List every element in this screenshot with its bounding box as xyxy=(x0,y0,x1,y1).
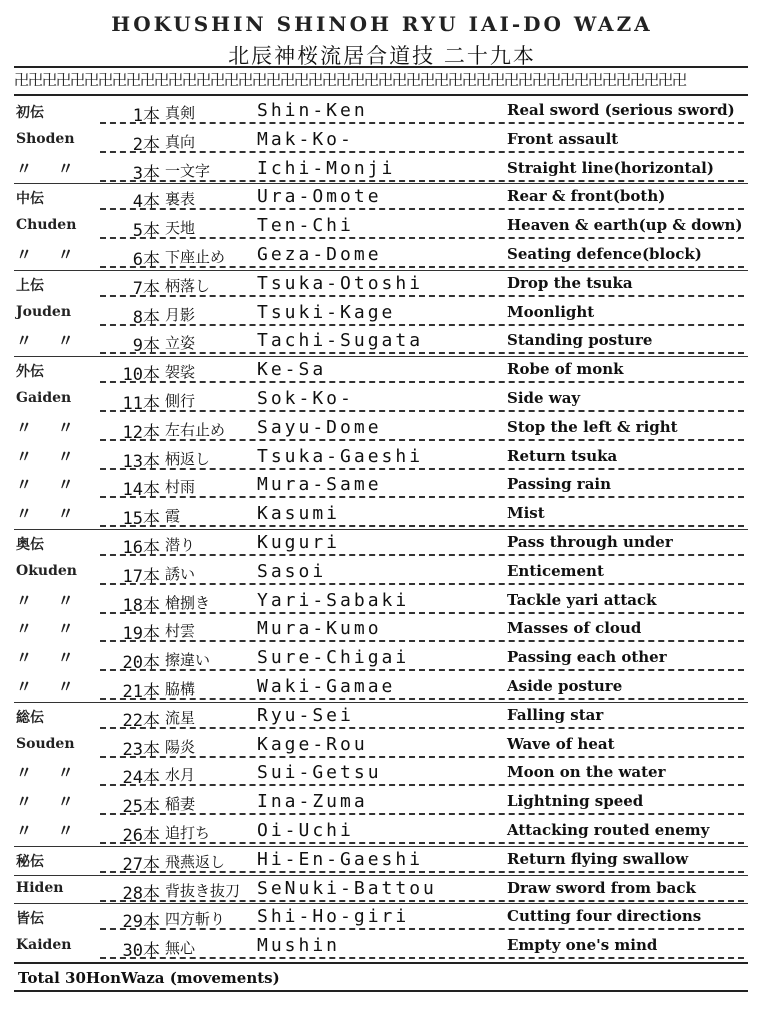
romaji-name-cell: Tsuka-Otoshi xyxy=(257,272,424,294)
english-name-cell: Stop the left & right xyxy=(507,417,678,436)
japanese-name-cell: 月影 xyxy=(165,305,196,324)
english-name-cell: Heaven & earth(up & down) xyxy=(507,216,743,235)
table-bottom-line xyxy=(14,962,748,964)
english-name-cell: Lightning speed xyxy=(507,792,644,811)
japanese-name-cell: 真向 xyxy=(165,132,196,151)
dashed-row-line xyxy=(100,928,744,930)
dashed-row-line xyxy=(100,900,744,902)
number-cell: 22本 xyxy=(122,710,160,731)
pattern-underline xyxy=(14,94,748,96)
dashed-row-line xyxy=(100,468,744,470)
japanese-name-cell: 槍捌き xyxy=(165,593,211,612)
table-row xyxy=(0,386,764,415)
dashed-row-line xyxy=(100,612,744,614)
english-name-cell: Return flying swallow xyxy=(507,849,689,868)
level-cell: 〃 〃 xyxy=(16,648,84,668)
dashed-row-line xyxy=(100,525,744,527)
level-cell: Okuden xyxy=(16,562,77,579)
english-name-cell: Attacking routed enemy xyxy=(507,821,710,839)
japanese-name-cell: 潜り xyxy=(165,536,196,554)
table-row xyxy=(0,588,764,617)
level-cell: Gaiden xyxy=(16,390,72,406)
number-cell: 27本 xyxy=(122,854,160,875)
japanese-name-cell: 四方斬り xyxy=(165,910,226,929)
number-cell: 14本 xyxy=(122,480,160,501)
dashed-row-line xyxy=(100,439,744,441)
japanese-name-cell: 袈裟 xyxy=(165,363,196,382)
japanese-name-cell: 下座止め xyxy=(165,248,226,266)
table-row xyxy=(0,98,764,127)
romaji-name-cell: Mura-Same xyxy=(257,474,382,496)
dashed-row-line xyxy=(100,324,744,326)
level-cell: 〃 〃 xyxy=(16,446,84,466)
table-row xyxy=(0,760,764,789)
number-cell: 1本 xyxy=(132,106,160,126)
level-cell: 総伝 xyxy=(16,709,44,726)
table-row xyxy=(0,328,764,357)
japanese-name-cell: 村雨 xyxy=(165,478,196,497)
dashed-row-line xyxy=(100,352,744,354)
romaji-name-cell: Ryu-Sei xyxy=(257,704,354,726)
english-name-cell: Moonlight xyxy=(507,302,595,321)
romaji-name-cell: Tsuka-Gaeshi xyxy=(257,445,424,467)
dashed-row-line xyxy=(100,813,744,815)
table-row xyxy=(0,242,764,271)
table-row xyxy=(0,847,764,876)
romaji-name-cell: Kage-Rou xyxy=(257,733,368,755)
number-cell: 26本 xyxy=(122,826,160,846)
dashed-row-line xyxy=(100,208,744,210)
level-cell: 〃 〃 xyxy=(16,331,84,351)
level-cell: 〃 〃 xyxy=(16,504,84,524)
english-name-cell: Enticement xyxy=(507,561,604,580)
english-name-cell: Falling star xyxy=(507,705,604,724)
japanese-name-cell: 立姿 xyxy=(165,334,196,353)
english-name-cell: Passing rain xyxy=(507,475,612,494)
table-row xyxy=(0,357,764,386)
romaji-name-cell: Tsuki-Kage xyxy=(257,301,396,323)
romaji-name-cell: Ichi-Monji xyxy=(257,157,396,179)
dashed-row-line xyxy=(100,842,744,844)
dashed-row-line xyxy=(100,122,744,124)
japanese-name-cell: 霞 xyxy=(165,507,181,526)
japanese-name-cell: 柄落し xyxy=(165,276,211,295)
japanese-name-cell: 擦違い xyxy=(165,651,211,670)
romaji-name-cell: Ura-Omote xyxy=(257,186,382,208)
total-summary: Total 30HonWaza (movements) xyxy=(18,969,280,987)
level-cell: 〃 〃 xyxy=(16,677,84,696)
table-row xyxy=(0,530,764,559)
level-cell: 中伝 xyxy=(16,191,44,208)
number-cell: 5本 xyxy=(132,221,160,242)
dashed-row-line xyxy=(100,554,744,556)
level-cell: Jouden xyxy=(16,303,72,320)
level-cell: Shoden xyxy=(16,130,75,147)
romaji-name-cell: SeNuki-Battou xyxy=(257,877,437,899)
level-cell: 〃 〃 xyxy=(16,245,84,264)
level-cell: 奥伝 xyxy=(16,537,44,553)
dashed-row-line xyxy=(100,957,744,959)
table-row xyxy=(0,184,764,213)
english-name-cell: Rear & front(both) xyxy=(507,187,666,206)
japanese-name-cell: 脇構 xyxy=(165,680,196,698)
table-row xyxy=(0,904,764,933)
number-cell: 30本 xyxy=(122,941,160,962)
english-name-cell: Cutting four directions xyxy=(507,907,702,926)
japanese-name-cell: 背抜き抜刀 xyxy=(165,881,241,900)
table-row xyxy=(0,616,764,645)
number-cell: 28本 xyxy=(122,883,160,904)
table-row xyxy=(0,300,764,329)
table-row xyxy=(0,703,764,732)
level-cell: 〃 〃 xyxy=(16,475,84,495)
romaji-name-cell: Geza-Dome xyxy=(257,244,382,265)
level-cell: 皆伝 xyxy=(16,911,44,928)
dashed-row-line xyxy=(100,583,744,585)
level-cell: 秘伝 xyxy=(16,853,44,870)
table-row xyxy=(0,415,764,444)
dashed-row-line xyxy=(100,496,744,498)
level-cell: 〃 〃 xyxy=(16,158,84,178)
total-underline xyxy=(14,990,748,992)
japanese-name-cell: 左右止め xyxy=(165,420,226,439)
number-cell: 7本 xyxy=(132,278,160,299)
english-name-cell: Moon on the water xyxy=(507,763,666,782)
level-cell: 外伝 xyxy=(16,364,44,381)
dashed-row-line xyxy=(100,237,744,239)
japanese-name-cell: 天地 xyxy=(165,219,196,238)
level-cell: Souden xyxy=(16,735,75,752)
dashed-row-line xyxy=(100,295,744,297)
table-row xyxy=(0,732,764,761)
japanese-name-cell: 側行 xyxy=(165,392,196,410)
dashed-row-line xyxy=(100,180,744,182)
dashed-row-line xyxy=(100,151,744,153)
dashed-row-line xyxy=(100,871,744,873)
japanese-name-cell: 真剣 xyxy=(165,104,196,122)
number-cell: 9本 xyxy=(132,336,160,357)
number-cell: 8本 xyxy=(132,307,160,328)
romaji-name-cell: Sui-Getsu xyxy=(257,762,382,784)
romaji-name-cell: Kasumi xyxy=(257,503,341,525)
dashed-row-line xyxy=(100,756,744,758)
level-cell: Kaiden xyxy=(16,937,72,954)
dashed-row-line xyxy=(100,669,744,671)
table-row xyxy=(0,645,764,674)
document-title-japanese: 北辰神桜流居合道技 二十九本 xyxy=(228,44,536,68)
english-name-cell: Empty one's mind xyxy=(507,936,658,955)
english-name-cell: Real sword (serious sword) xyxy=(507,101,735,119)
number-cell: 17本 xyxy=(122,566,160,587)
dashed-row-line xyxy=(100,784,744,786)
english-name-cell: Front assault xyxy=(507,129,619,148)
level-cell: 〃 〃 xyxy=(16,821,84,840)
number-cell: 20本 xyxy=(122,653,160,674)
number-cell: 23本 xyxy=(122,739,160,760)
dashed-row-line xyxy=(100,266,744,268)
number-cell: 11本 xyxy=(122,394,160,414)
table-row xyxy=(0,559,764,588)
romaji-name-cell: Ten-Chi xyxy=(257,215,354,237)
english-name-cell: Straight line(horizontal) xyxy=(507,158,714,177)
english-name-cell: Draw sword from back xyxy=(507,878,696,897)
japanese-name-cell: 飛燕返し xyxy=(165,852,226,871)
table-row xyxy=(0,444,764,473)
romaji-name-cell: Waki-Gamae xyxy=(257,676,396,697)
title-underline xyxy=(14,66,748,68)
dashed-row-line xyxy=(100,698,744,700)
romaji-name-cell: Tachi-Sugata xyxy=(257,330,424,352)
number-cell: 21本 xyxy=(122,682,160,702)
english-name-cell: Tackle yari attack xyxy=(507,590,657,609)
level-cell: 〃 〃 xyxy=(16,417,84,437)
japanese-name-cell: 流星 xyxy=(165,708,196,727)
romaji-name-cell: Shin-Ken xyxy=(257,100,368,121)
english-name-cell: Passing each other xyxy=(507,648,667,667)
number-cell: 3本 xyxy=(132,163,160,184)
number-cell: 16本 xyxy=(122,538,160,558)
number-cell: 25本 xyxy=(122,797,160,818)
romaji-name-cell: Kuguri xyxy=(257,532,341,553)
level-cell: 〃 〃 xyxy=(16,763,84,783)
english-name-cell: Wave of heat xyxy=(507,734,615,753)
japanese-name-cell: 誘い xyxy=(165,564,196,583)
number-cell: 13本 xyxy=(122,451,160,472)
table-row xyxy=(0,213,764,242)
level-cell: 上伝 xyxy=(16,277,44,294)
japanese-name-cell: 無心 xyxy=(165,939,196,958)
number-cell: 6本 xyxy=(132,250,160,270)
dashed-row-line xyxy=(100,640,744,642)
number-cell: 24本 xyxy=(122,768,160,789)
romaji-name-cell: Mura-Kumo xyxy=(257,618,382,640)
japanese-name-cell: 柄返し xyxy=(165,449,211,468)
table-row xyxy=(0,501,764,530)
table-row xyxy=(0,789,764,818)
japanese-name-cell: 村雲 xyxy=(165,622,196,641)
number-cell: 19本 xyxy=(122,624,160,645)
japanese-name-cell: 追打ち xyxy=(165,824,211,842)
table-row xyxy=(0,271,764,300)
japanese-name-cell: 水月 xyxy=(165,766,196,785)
japanese-name-cell: 陽炎 xyxy=(165,737,196,756)
english-name-cell: Pass through under xyxy=(507,533,673,551)
romaji-name-cell: Hi-En-Gaeshi xyxy=(257,848,424,870)
romaji-name-cell: Sok-Ko- xyxy=(257,388,354,409)
english-name-cell: Seating defence(block) xyxy=(507,245,702,263)
english-name-cell: Standing posture xyxy=(507,331,653,350)
table-row xyxy=(0,818,764,847)
romaji-name-cell: Mushin xyxy=(257,935,341,957)
table-row xyxy=(0,876,764,905)
english-name-cell: Return tsuka xyxy=(507,446,618,465)
level-cell: 〃 〃 xyxy=(16,590,84,610)
level-cell: 初伝 xyxy=(16,105,44,121)
number-cell: 18本 xyxy=(122,595,160,616)
number-cell: 15本 xyxy=(122,509,160,530)
english-name-cell: Aside posture xyxy=(507,677,623,695)
dashed-row-line xyxy=(100,410,744,412)
table-row xyxy=(0,156,764,185)
number-cell: 10本 xyxy=(122,365,160,386)
level-cell: Hiden xyxy=(16,879,64,896)
number-cell: 2本 xyxy=(132,134,160,155)
romaji-name-cell: Ina-Zuma xyxy=(257,791,368,813)
english-name-cell: Masses of cloud xyxy=(507,619,642,638)
dashed-row-line xyxy=(100,727,744,729)
number-cell: 29本 xyxy=(122,912,160,933)
number-cell: 4本 xyxy=(132,192,160,213)
romaji-name-cell: Shi-Ho-giri xyxy=(257,906,410,928)
english-name-cell: Mist xyxy=(507,504,545,523)
english-name-cell: Robe of monk xyxy=(507,360,624,379)
romaji-name-cell: Sure-Chigai xyxy=(257,647,410,669)
table-row xyxy=(0,933,764,962)
table-row xyxy=(0,127,764,156)
romaji-name-cell: Yari-Sabaki xyxy=(257,589,410,611)
document-title-english: HOKUSHIN SHINOH RYU IAI-DO WAZA xyxy=(111,12,653,36)
level-cell: Chuden xyxy=(16,217,77,234)
level-cell: 〃 〃 xyxy=(16,792,84,812)
level-cell: 〃 〃 xyxy=(16,619,84,639)
japanese-name-cell: 裏表 xyxy=(165,190,196,209)
romaji-name-cell: Sayu-Dome xyxy=(257,416,382,438)
table-row xyxy=(0,472,764,501)
japanese-name-cell: 一文字 xyxy=(165,161,211,180)
romaji-name-cell: Ke-Sa xyxy=(257,359,327,381)
number-cell: 12本 xyxy=(122,422,160,443)
english-name-cell: Drop the tsuka xyxy=(507,273,633,292)
english-name-cell: Side way xyxy=(507,389,581,407)
dashed-row-line xyxy=(100,381,744,383)
japanese-name-cell: 稲妻 xyxy=(165,795,196,814)
table-row xyxy=(0,674,764,703)
romaji-name-cell: Mak-Ko- xyxy=(257,128,354,150)
romaji-name-cell: Oi-Uchi xyxy=(257,820,354,841)
romaji-name-cell: Sasoi xyxy=(257,560,327,582)
manji-pattern-border: 卍卍卍卍卍卍卍卍卍卍卍卍卍卍卍卍卍卍卍卍卍卍卍卍卍卍卍卍卍卍卍卍卍卍卍卍卍卍卍卍卍卍卍卍卍卍卍卍 xyxy=(14,71,687,89)
